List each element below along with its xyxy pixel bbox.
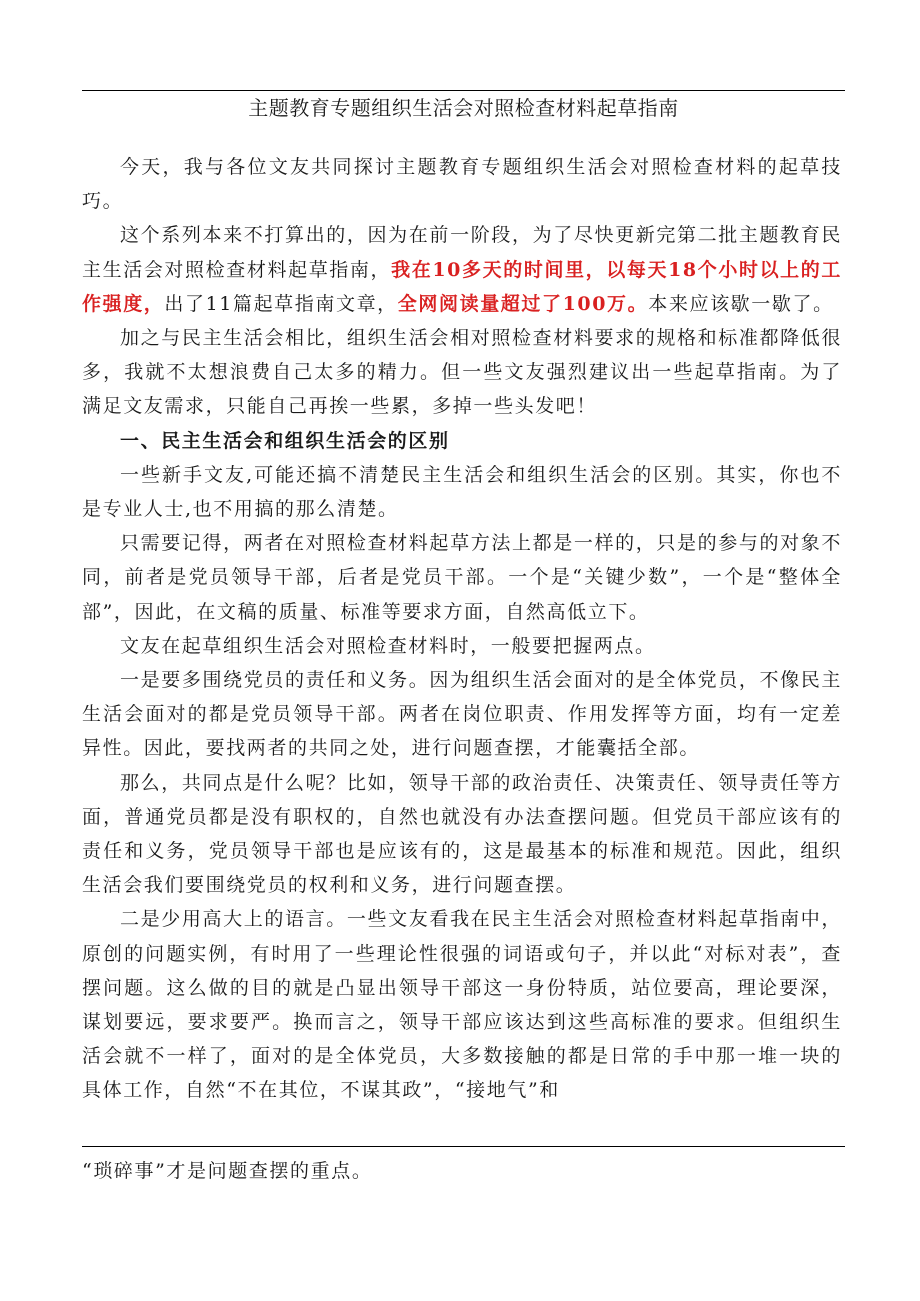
paragraph-point-one: 一是要多围绕党员的责任和义务。因为组织生活会面对的是全体党员，不像民主生活会面对的都是党员领导干部。两者在岗位职责、作用发挥等方面，均有一定差异性。因此，要找两者的共同之处，进行问题查摆，才能囊括全部。 [82,669,842,760]
section-heading: 一、民主生活会和组织生活会的区别 [120,429,450,452]
footer-rule [82,1146,845,1147]
paragraph-difference: 一些新手文友,可能还搞不清楚民主生活会和组织生活会的区别。其实，你也不是专业人士,也不用搞的那么清楚。 [82,463,842,521]
paragraph-common-ground: 那么，共同点是什么呢？比如，领导干部的政治责任、决策责任、领导责任等方面，普通党员都是没有职权的，自然也就没有办法查摆问题。但党员干部应该有的责任和义务，党员领导干部也是应该有的，这是最基本的标准和规范。因此，组织生活会我们要围绕党员的权利和义务，进行问题查摆。 [82,771,842,897]
paragraph-text: 这个系列本来不打算出的，因为在前一阶段，为了尽快更新完第二批主题教育民主生活会对照检查材料起草指南， [82,224,842,281]
document-title: 主题教育专题组织生活会对照检查材料起草指南 [248,96,679,120]
paragraph-intro: 今天，我与各位文友共同探讨主题教育专题组织生活会对照检查材料的起草技巧。 [82,156,842,213]
paragraph-remember: 只需要记得，两者在对照检查材料起草方法上都是一样的，只是的参与的对象不同，前者是党员领导干部，后者是党员干部。一个是“关键少数”，一个是“整体全部”，因此，在文稿的质量、标准等要求方面，自然高低立下。 [82,532,842,623]
paragraph-background [82,218,842,321]
paragraph-text: 本来应该歇一歇了。 [648,292,834,315]
header-rule [82,90,845,91]
highlight-text: 全网阅读量超过了100万。 [397,292,649,315]
paragraph-point-two: 二是少用高大上的语言。一些文友看我在民主生活会对照检查材料起草指南中，原创的问题实例，有时用了一些理论性很强的词语或句子，并以此“对标对表”，查摆问题。这么做的目的就是凸显出领导干部这一身份特质，站位要高，理论要深，谋划要远，要求要严。换而言之，领导干部应该达到这些高标准的要求。但组织生活会就不一样了，面对的是全体党员，大多数接触的都是日常的手中那一堆一块的具体工作，自然“不在其位，不谋其政”，“接地气”和 [82,908,842,1102]
document-body [82,150,842,1108]
highlight-text: 我在10多天的时间里，以每天18个小时以上的工作强度， [82,258,842,315]
paragraph-text: 出了11篇起草指南文章， [164,292,398,315]
paragraph-two-points: 文友在起草组织生活会对照检查材料时，一般要把握两点。 [120,634,656,657]
paragraph-motivation: 加之与民主生活会相比，组织生活会相对照检查材料要求的规格和标准都降低很多，我就不太想浪费自己太多的精力。但一些文友强烈建议出一些起草指南。为了满足文友需求，只能自己再挨一些累，多掉一些头发吧！ [82,327,842,418]
paragraph-continuation: “琐碎事”才是问题查摆的重点。 [82,1160,373,1182]
